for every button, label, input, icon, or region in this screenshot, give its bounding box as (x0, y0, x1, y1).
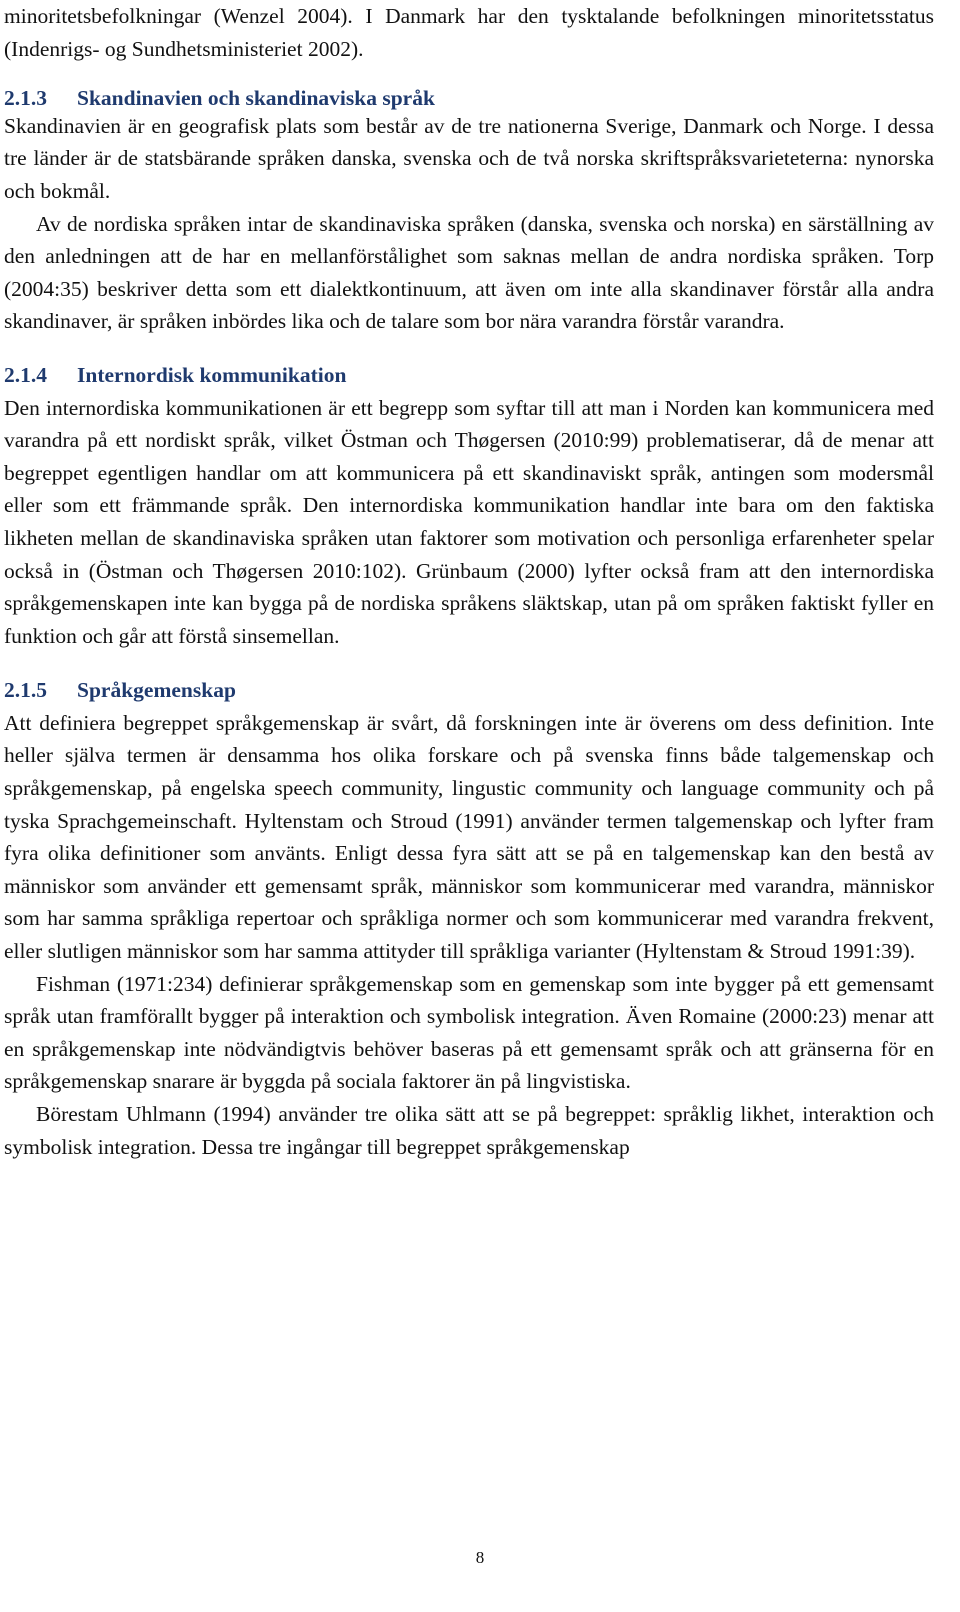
section-heading (4, 359, 934, 392)
section-number: 2.1.4 (4, 362, 47, 387)
body-paragraph: Den internordiska kommunikationen är ett begrepp som syftar till att man i Norden kan kommunicera med varandra på ett nordiskt språk, vilket Östman och Thøgersen (2010:99) problematiserar, då de menar att begreppet egentligen handlar om att kommunicera på ett skandinaviskt språk, antingen som modersmål eller som ett främmande språk. Den internordiska kommunikation handlar inte bara om den faktiska likheten mellan de skandinaviska språken utan faktorer som motivation och personliga erfarenheter spelar också in (Östman och Thøgersen 2010:102). Grünbaum (2000) lyfter också fram att den internordiska språkgemenskapen inte kan bygga på de nordiska språkens släktskap, utan på om språken faktiskt fyller en funktion och går att förstå sinsemellan. (4, 395, 934, 648)
page-number: 8 (475, 1548, 485, 1567)
section-2-1-4 (4, 359, 934, 652)
body-paragraph: Börestam Uhlmann (1994) använder tre olika sätt att se på begreppet: språklig likhet, interaktion och symbolisk integration. Dessa tre ingångar till begreppet språkgemenskap (4, 1102, 934, 1159)
body-paragraph: Fishman (1971:234) definierar språkgemenskap som en gemenskap som inte bygger på ett gemensamt språk utan framförallt bygger på interaktion och symbolisk integration. Även Romaine (2000:23) menar att en språkgemenskap inte nödvändigtvis behöver baseras på ett gemensamt språk och att gränserna för en språkgemenskap snarare är byggda på sociala faktorer än på lingvistiska. (4, 971, 934, 1094)
document-page (4, 0, 934, 1163)
section-number: 2.1.3 (4, 86, 47, 111)
section-2-1-3 (4, 82, 934, 338)
section-title: Skandinavien och skandinaviska språk (77, 86, 435, 111)
body-paragraph: Av de nordiska språken intar de skandinaviska språken (danska, svenska och norska) en särställning av den anledningen att de har en mellanförstålighet som saknas mellan de andra nordiska språken. Torp (2004:35) beskriver detta som ett dialektkontinuum, att även om inte alla skandinaver förstår alla andra skandinaver, är språken inbördes lika och de talare som bor nära varandra förstår varandra. (4, 211, 934, 334)
section-number: 2.1.5 (4, 678, 47, 703)
body-paragraph: Skandinavien är en geografisk plats som består av de tre nationerna Sverige, Danmark och Norge. I dessa tre länder är de statsbärande språken danska, svenska och de två norska skriftspråksvarieteterna: nynorska och bokmål. (4, 113, 934, 203)
section-heading (4, 674, 934, 707)
section-title: Språkgemenskap (77, 678, 236, 703)
intro-paragraph: minoritetsbefolkningar (Wenzel 2004). I Danmark har den tysktalande befolkningen minoritetsstatus (Indenrigs- og Sundhetsministeriet 2002). (4, 4, 934, 61)
body-paragraph: Att definiera begreppet språkgemenskap är svårt, då forskningen inte är överens om dess definition. Inte heller själva termen är densamma hos olika forskare och på svenska finns både talgemenskap och språkgemenskap, på engelska speech community, lingustic community och language community och på tyska Sprachgemeinschaft. Hyltenstam och Stroud (1991) använder termen talgemenskap och lyfter fram fyra olika definitioner som använts. Enligt dessa fyra sätt att se på en talgemenskap kan den bestå av människor som använder ett gemensamt språk, människor som kommunicerar med varandra, människor som har samma språkliga repertoar och språkliga normer och som kommunicerar med varandra frekvent, eller slutligen människor som har samma attityder till språkliga varianter (Hyltenstam & Stroud 1991:39). (4, 710, 934, 964)
section-2-1-5 (4, 674, 934, 1163)
section-title: Internordisk kommunikation (77, 362, 347, 387)
